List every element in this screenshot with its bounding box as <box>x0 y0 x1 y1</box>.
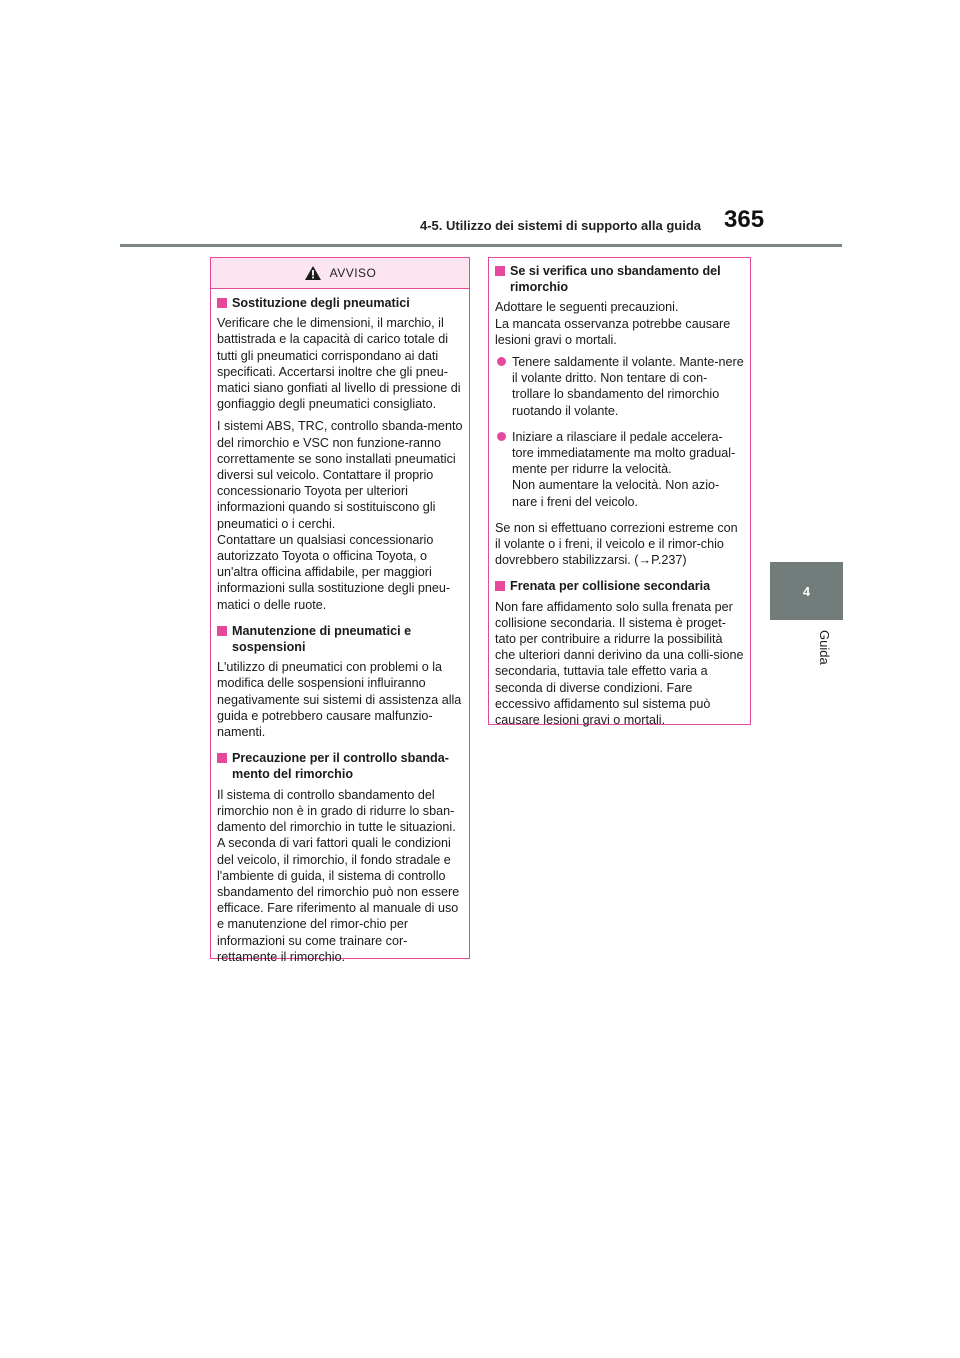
paragraph: L'utilizzo di pneumatici con problemi o la modifica delle sospensioni influiranno negativamente sui sistemi di assistenza alla guida e potrebbero causare malfunzio-namenti. <box>217 660 462 740</box>
square-bullet-icon <box>495 581 505 591</box>
paragraph-line: I sistemi ABS, TRC, controllo sbanda-mento del rimorchio e VSC non funzione-ranno correttamente se sono installati pneumatici diversi sul veicolo. Contattare il proprio concessionario Toyota per ulteriori informazioni quando si sostituiscono gli pneumatici o i cerchi. <box>217 419 463 531</box>
section-title: 4-5. Utilizzo dei sistemi di supporto alla guida <box>420 218 701 233</box>
warning-box-left <box>210 257 470 964</box>
section-heading <box>495 578 744 594</box>
paragraph: Verificare che le dimensioni, il marchio, il battistrada e la capacità di carico totale di tutti gli pneumatici corrispondano ai dati specificati. Accertarsi inoltre che gli pneu-matici siano gonfiati al livello di pressione di gonfiaggio degli pneumatici consigliato. <box>217 316 461 412</box>
paragraph: Non fare affidamento solo sulla frenata per collisione secondaria. Il sistema è proget-tato per contribuire a ridurre la possibilità che ulteriori danni derivino da una colli-sione secondaria, tuttavia tale effetto varia a seconda di diverse condizioni. Fare eccessivo affidamento sul sistema può causare lesioni gravi o mortali. <box>495 599 744 728</box>
paragraph-line: La mancata osservanza potrebbe causare lesioni gravi o mortali. <box>495 316 731 347</box>
section-heading <box>495 263 744 295</box>
circle-bullet-icon <box>497 357 506 366</box>
page-reference-link[interactable]: P.237) <box>651 553 687 568</box>
page-number: 365 <box>724 206 765 233</box>
warning-triangle-icon <box>304 265 322 281</box>
paragraph <box>495 520 744 569</box>
chapter-tab <box>770 562 843 620</box>
paragraph <box>217 418 463 612</box>
section-heading-text: Sostituzione degli pneumatici <box>232 296 410 310</box>
bullet-text <box>512 429 744 510</box>
paragraph <box>495 299 744 348</box>
square-bullet-icon <box>217 298 227 308</box>
paragraph-text: Se non si effettuano correzioni estreme con il volante o i freni, il veicolo e il rimor-chio dovrebbero stabilizzarsi. ( <box>495 520 738 568</box>
section-heading <box>217 623 463 655</box>
section-heading-text: Precauzione per il controllo sbanda-mento del rimorchio <box>232 751 449 782</box>
warning-header <box>211 258 469 289</box>
warning-box-right <box>488 257 751 728</box>
circle-bullet-icon <box>497 432 506 441</box>
chapter-label: Guida <box>817 630 832 665</box>
bullet-line: Non aumentare la velocità. Non azio-nare i freni del veicolo. <box>512 478 720 509</box>
section-heading <box>217 295 463 311</box>
chapter-number: 4 <box>802 583 811 599</box>
bullet-line: Iniziare a rilasciare il pedale accelera-tore immediatamente ma molto gradual-mente per ridurre la velocità. <box>512 429 736 477</box>
paragraph-line: Adottare le seguenti precauzioni. <box>495 300 679 315</box>
warning-title: AVVISO <box>329 265 377 280</box>
section-heading <box>217 750 463 782</box>
square-bullet-icon <box>217 626 227 636</box>
section-heading-text: Se si verifica uno sbandamento del rimorchio <box>510 264 721 295</box>
header-rule <box>120 244 842 247</box>
square-bullet-icon <box>217 753 227 763</box>
paragraph-line: Contattare un qualsiasi concessionario autorizzato Toyota o officina Toyota, o un'altra officina affidabile, per maggiori informazioni sulla sostituzione degli pneu-matici o delle ruote. <box>217 532 451 612</box>
section-heading-text: Frenata per collisione secondaria <box>510 579 711 594</box>
bullet-text: Tenere saldamente il volante. Mante-nere il volante dritto. Non tentare di con-trollare lo sbandamento del rimorchio ruotando il volante. <box>512 355 744 418</box>
bullet-item <box>495 429 744 510</box>
arrow-right-icon: → <box>638 553 652 568</box>
paragraph: Il sistema di controllo sbandamento del rimorchio non è in grado di ridurre lo sban-damento del rimorchio in tutte le situazioni. A seconda di vari fattori quali le condizioni del veicolo, il rimorchio, il fondo stradale e l'ambiente di guida, il sistema di controllo sbandamento del rimorchio può non essere efficace. Fare riferimento al manuale di uso e manutenzione del rimor-chio per informazioni su come trainare cor-rettamente il rimorchio. <box>217 787 460 964</box>
bullet-item <box>495 354 744 419</box>
square-bullet-icon <box>495 266 505 276</box>
section-heading-text: Manutenzione di pneumatici e sospensioni <box>232 623 412 655</box>
